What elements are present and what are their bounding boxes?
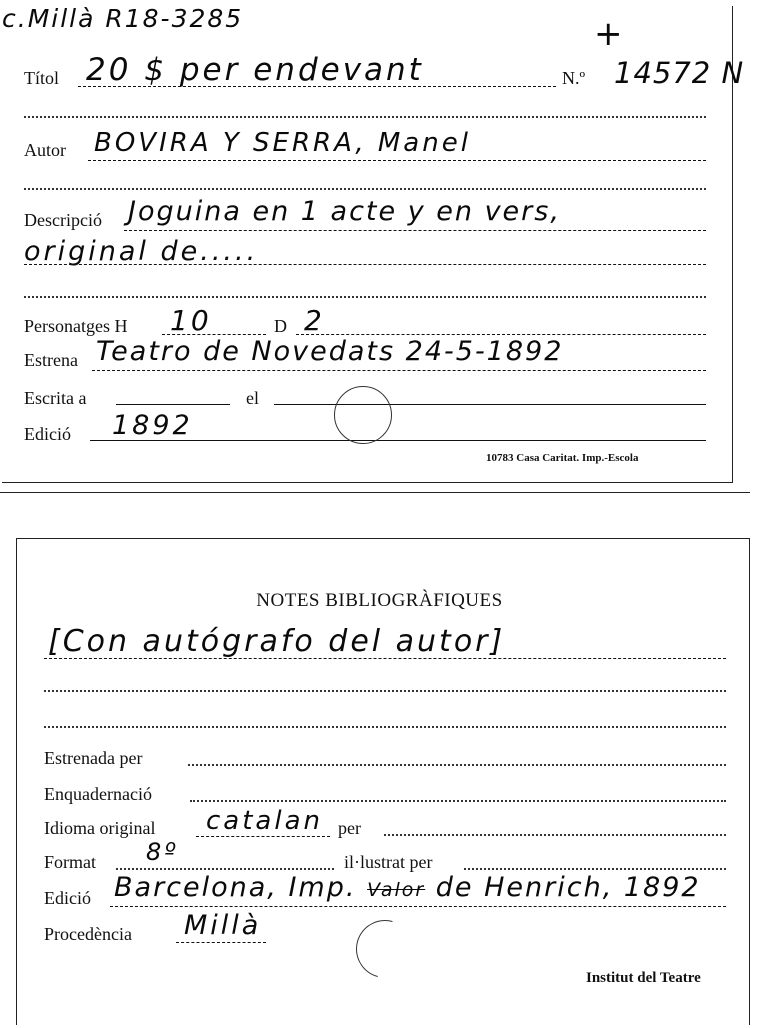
enquadernacio-dotline (190, 800, 726, 802)
numero-label: N.º (562, 68, 586, 88)
procedencia-underline (176, 942, 266, 943)
printer-imprint: 10783 Casa Caritat. Imp.-Escola (486, 452, 639, 464)
front-stamp-circle (334, 386, 392, 444)
descripcio-line1: Joguina en 1 acte y en vers, (128, 196, 561, 227)
idioma-label: Idioma original (44, 818, 156, 838)
personatges-d-value: 2 (304, 304, 325, 337)
personatges-label: Personatges H (24, 316, 128, 336)
estrena-underline (92, 370, 706, 371)
note-dotline3 (44, 726, 726, 728)
idioma-value: catalan (206, 806, 323, 836)
edicio-label: Edició (24, 424, 71, 444)
estrenada-dotline (188, 764, 726, 766)
autor-value: BOVIRA Y SERRA, Manel (94, 128, 471, 158)
descripcio-line2: original de..... (24, 236, 259, 267)
titol-value: 20 $ per endevant (86, 52, 424, 88)
format-label: Format (44, 852, 96, 872)
autor-label: Autor (24, 140, 66, 160)
back-edicio-struck: Valor (367, 879, 426, 901)
note-dotline2 (44, 690, 726, 692)
personatges-d-underline (296, 334, 706, 335)
autor-underline (88, 160, 706, 161)
back-edicio-part1: Barcelona, Imp. (114, 872, 357, 903)
card-separator (0, 492, 750, 493)
procedencia-value: Millà (184, 910, 262, 941)
idioma-per-dotline (384, 834, 726, 836)
personatges-h-value: 10 (170, 304, 212, 337)
estrenada-label: Estrenada per (44, 748, 143, 768)
descripcio-dotline (24, 296, 706, 298)
personatges-d-label: D (274, 316, 287, 336)
back-edicio-part2: de Henrich, 1892 (435, 872, 701, 903)
back-edicio-label: Edició (44, 888, 91, 908)
escrita-el-label: el (246, 388, 259, 408)
idioma-underline (196, 836, 330, 837)
titol-label: Títol (24, 68, 59, 88)
idioma-per-label: per (338, 818, 361, 838)
descripcio-label: Descripció (24, 210, 102, 230)
titol-underline (78, 86, 556, 87)
descripcio-underline2 (24, 264, 706, 265)
back-edicio-value (114, 872, 701, 903)
estrena-value: Teatro de Novedats 24-5-1892 (96, 336, 564, 367)
escrita-line (116, 404, 230, 405)
procedencia-label: Procedència (44, 924, 132, 944)
autor-dotline (24, 188, 706, 190)
numero-value: 14572 N (614, 56, 745, 90)
format-dotline (116, 868, 334, 870)
back-edicio-underline (110, 906, 726, 907)
illustrat-dotline (464, 868, 726, 870)
enquadernacio-label: Enquadernació (44, 784, 152, 804)
note-line1: [Con autógrafo del autor] (48, 624, 506, 659)
illustrat-label: il·lustrat per (344, 852, 433, 872)
estrena-label: Estrena (24, 350, 78, 370)
escrita-label: Escrita a (24, 388, 87, 408)
personatges-h-underline (162, 334, 266, 335)
edicio-line (90, 440, 706, 441)
institution-label: Institut del Teatre (586, 970, 701, 986)
notes-heading: NOTES BIBLIOGRÀFIQUES (256, 590, 503, 611)
note-underline1 (44, 658, 726, 659)
edicio-value: 1892 (112, 410, 193, 441)
cross-mark: + (594, 14, 626, 54)
format-value: 8º (146, 838, 179, 866)
catalog-reference: c.Millà R18-3285 (2, 4, 244, 33)
descripcio-underline1 (124, 230, 706, 231)
titol-dotline (24, 116, 706, 118)
